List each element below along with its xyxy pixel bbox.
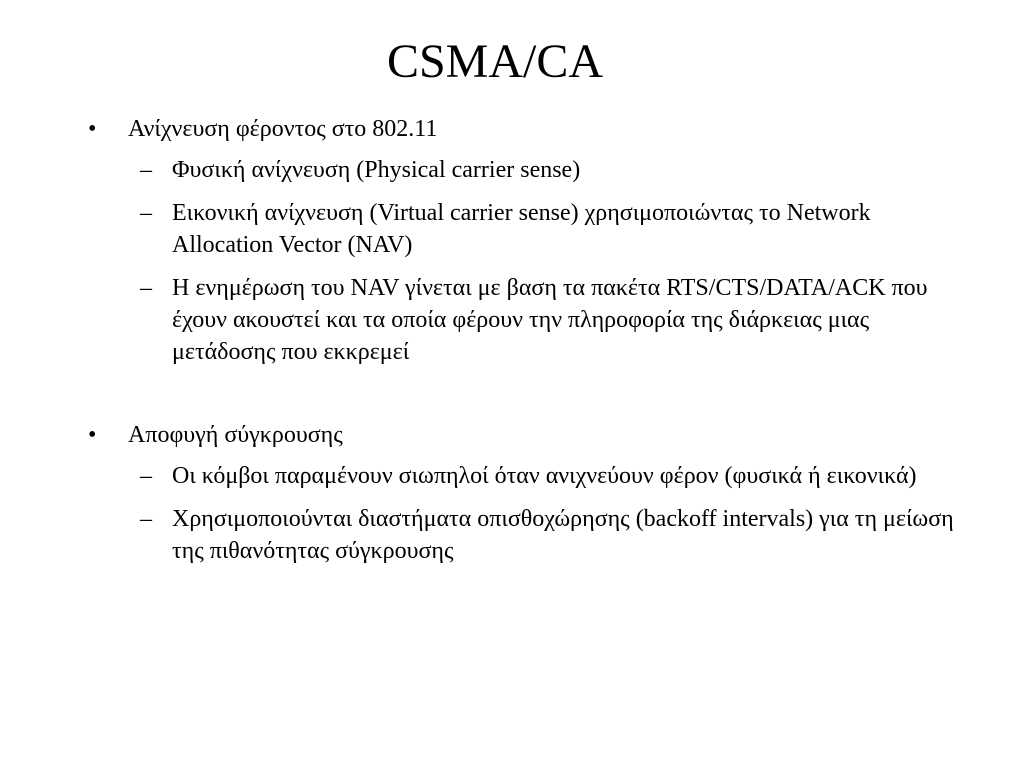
sub-marker: – (140, 200, 152, 226)
sub-item-backoff (88, 503, 968, 567)
sub-item-text: Η ενημέρωση του NAV γίνεται με βαση τα πακέτα RTS/CTS/DATA/ACK που έχουν ακουστεί και τα οποία φέρουν την πληροφορία της διάρκειας μιας μετάδοσης που εκκρεμεί (172, 275, 928, 365)
sub-item-text: Οι κόμβοι παραμένουν σιωπηλοί όταν ανιχνεύουν φέρον (φυσικά ή εικονικά) (172, 463, 917, 489)
sub-item-virtual (88, 197, 968, 261)
slide-content (88, 113, 968, 578)
sub-marker: – (140, 463, 152, 489)
sub-item-text: Χρησιμοποιούνται διαστήματα οπισθοχώρησης (backoff intervals) για τη μείωση της πιθανότητας σύγκρουσης (172, 506, 954, 564)
sub-item-silent-nodes (88, 460, 968, 492)
bullet-marker: • (88, 116, 97, 142)
sublist-carrier-sense (88, 154, 968, 368)
spacer (88, 379, 968, 419)
bullet-marker: • (88, 422, 97, 448)
sub-item-physical (88, 154, 968, 186)
bullet-text: Αποφυγή σύγκρουσης (128, 422, 343, 448)
slide-title: CSMA/CA (386, 35, 604, 88)
sub-item-text: Φυσική ανίχνευση (Physical carrier sense) (172, 157, 581, 183)
bullet-carrier-sense (88, 113, 968, 145)
sublist-collision-avoidance (88, 460, 968, 567)
sub-marker: – (140, 275, 152, 301)
bullet-collision-avoidance (88, 419, 968, 451)
sub-marker: – (140, 157, 152, 183)
bullet-text: Ανίχνευση φέροντος στο 802.11 (128, 116, 438, 142)
sub-item-text: Εικονική ανίχνευση (Virtual carrier sense) χρησιμοποιώντας το Network Allocation Vector (NAV) (172, 200, 871, 258)
sub-item-nav-update (88, 272, 968, 368)
sub-marker: – (140, 506, 152, 532)
